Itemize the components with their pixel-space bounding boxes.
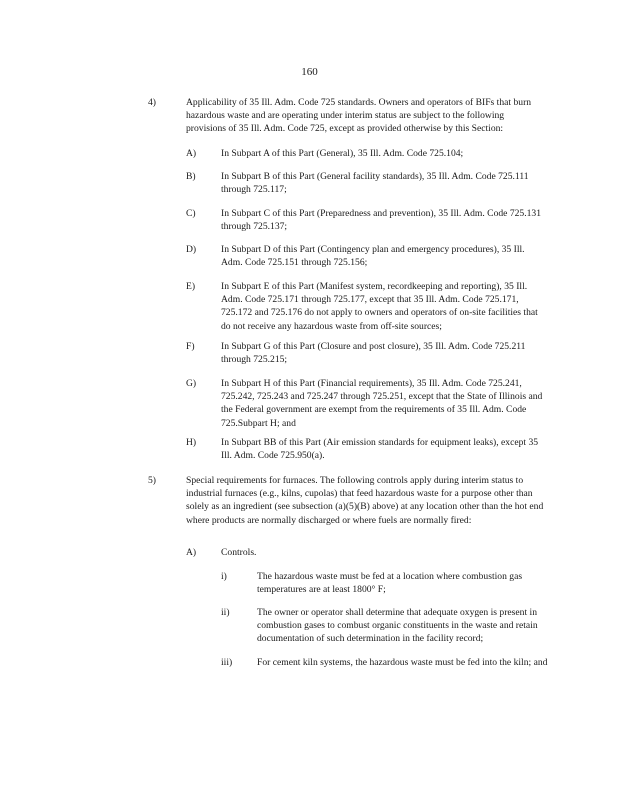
item-text: In Subpart A of this Part (General), 35 Ill. Adm. Code 725.104; bbox=[221, 148, 464, 159]
item-text: In Subpart BB of this Part (Air emission standards for equipment leaks), except 35 Ill. Adm. Code 725.950(a). bbox=[221, 437, 539, 462]
item-text: Special requirements for furnaces. The following controls apply during interim status to industrial furnaces (e.g., kilns, cupolas) that feed hazardous waste for a purpose other than solely as an ingredient (see subsection (a)(5)(B) above) at any location other than the hot end where products are normally discharged or where fuels are normally fired: bbox=[186, 475, 544, 526]
list-item-4-D bbox=[186, 243, 548, 271]
item-label: E) bbox=[186, 281, 196, 292]
item-label: B) bbox=[186, 171, 196, 182]
item-label: i) bbox=[221, 571, 227, 582]
item-text: In Subpart B of this Part (General facility standards), 35 Ill. Adm. Code 725.111 through 725.117; bbox=[221, 171, 529, 196]
item-label: iii) bbox=[221, 657, 233, 668]
item-text: In Subpart D of this Part (Contingency plan and emergency procedures), 35 Ill. Adm. Code 725.151 through 725.156; bbox=[221, 244, 525, 269]
item-text: The hazardous waste must be fed at a location where combustion gas temperatures are at least 1800° F; bbox=[257, 571, 523, 596]
item-label: ii) bbox=[221, 607, 230, 618]
item-text: Controls. bbox=[221, 547, 257, 558]
list-item-5-A-ii bbox=[221, 606, 551, 648]
item-text: In Subpart H of this Part (Financial requirements), 35 Ill. Adm. Code 725.241, 725.242, 725.243 and 725.247 through 725.251, except that the State of Illinois and the Federal government are exempt from the requirements of 35 Ill. Adm. Code 725.Subpart H; and bbox=[221, 378, 543, 429]
item-label: A) bbox=[186, 148, 197, 159]
item-label: D) bbox=[186, 244, 197, 255]
item-label: A) bbox=[186, 547, 197, 558]
list-item-5-A-iii bbox=[221, 656, 551, 684]
item-text: In Subpart G of this Part (Closure and post closure), 35 Ill. Adm. Code 725.211 through 725.215; bbox=[221, 341, 526, 366]
list-item-4-G bbox=[186, 377, 548, 431]
item-text: The owner or operator shall determine that adequate oxygen is present in combustion gases to combust organic constituents in the waste and retain documentation of such determination in the facility record; bbox=[257, 607, 538, 645]
list-item-4-H bbox=[186, 436, 548, 464]
item-text: In Subpart E of this Part (Manifest system, recordkeeping and reporting), 35 Ill. Adm. Code 725.171 through 725.177, except that 35 Ill. Adm. Code 725.171, 725.172 and 725.176 do not apply to owners and operators of on-site facilities that do not receive any hazardous waste from off-site sources; bbox=[221, 281, 538, 332]
list-item-5-A-i bbox=[221, 570, 551, 598]
list-item-4-F bbox=[186, 340, 548, 368]
item-label: G) bbox=[186, 378, 197, 389]
item-label: C) bbox=[186, 208, 196, 219]
list-item-4-E bbox=[186, 280, 548, 334]
item-label: F) bbox=[186, 341, 195, 352]
item-text: In Subpart C of this Part (Preparedness and prevention), 35 Ill. Adm. Code 725.131 through 725.137; bbox=[221, 208, 542, 233]
list-item-5 bbox=[148, 474, 548, 528]
page-number: 160 bbox=[301, 66, 318, 78]
item-label: 5) bbox=[148, 475, 156, 486]
list-item-5-A bbox=[186, 546, 548, 560]
item-text: Applicability of 35 Ill. Adm. Code 725 standards. Owners and operators of BIFs that burn hazardous waste and are operating under interim status are subject to the following provisions of 35 Ill. Adm. Code 725, except as provided otherwise by this Section: bbox=[186, 97, 532, 135]
list-item-4-C bbox=[186, 207, 548, 235]
list-item-4 bbox=[148, 96, 548, 138]
item-label: 4) bbox=[148, 97, 156, 108]
item-label: H) bbox=[186, 437, 197, 448]
list-item-4-A bbox=[186, 147, 548, 161]
list-item-4-B bbox=[186, 170, 548, 198]
item-text: For cement kiln systems, the hazardous waste must be fed into the kiln; and bbox=[257, 657, 548, 668]
